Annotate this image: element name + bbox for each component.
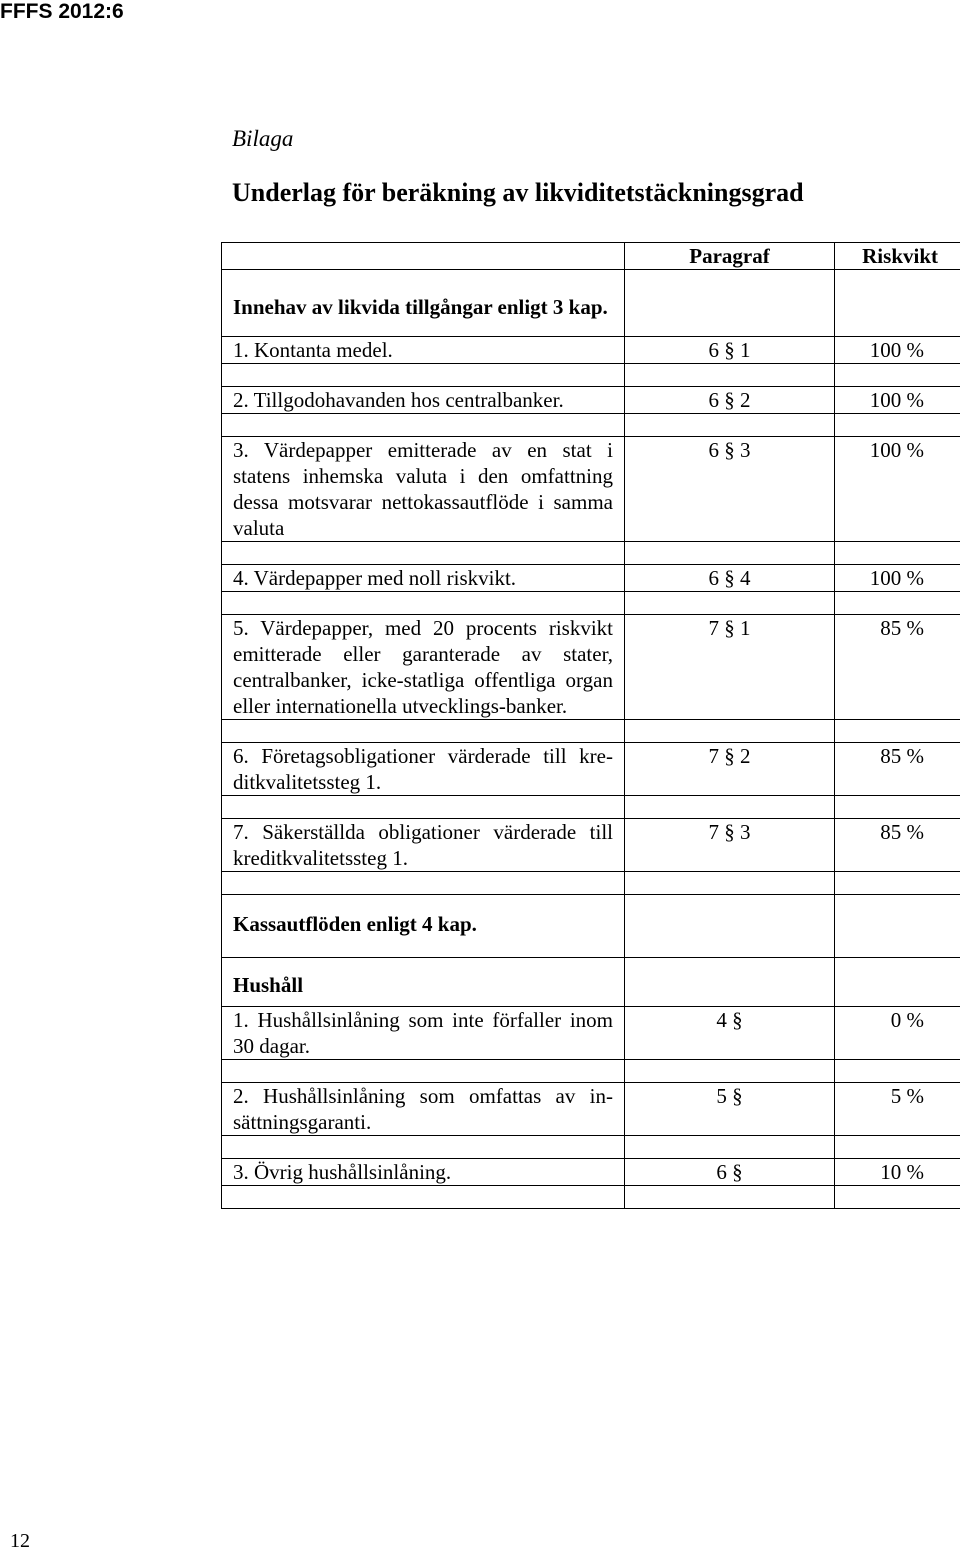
row-paragraf: 6 § 1 bbox=[625, 337, 835, 364]
row-riskvikt: 5 % bbox=[835, 1083, 960, 1136]
section-heading-outflows: Kassautflöden enligt 4 kap. bbox=[222, 895, 625, 958]
column-header-paragraf: Paragraf bbox=[625, 243, 835, 270]
appendix-label: Bilaga bbox=[232, 126, 294, 151]
table-header-row bbox=[222, 243, 960, 270]
row-paragraf: 4 § bbox=[625, 1007, 835, 1060]
table-row bbox=[222, 337, 960, 364]
row-riskvikt: 100 % bbox=[835, 437, 960, 542]
row-paragraf: 6 § 4 bbox=[625, 565, 835, 592]
row-paragraf: 6 § 2 bbox=[625, 387, 835, 414]
row-description: 5. Värdepapper, med 20 procents riskvikt emitterade eller garanterade av stater, centralbanker, icke-statliga offentliga organ eller internationella utvecklings-banker. bbox=[222, 615, 625, 720]
liquidity-table bbox=[221, 242, 960, 1209]
row-description: 3. Övrig hushållsinlåning. bbox=[222, 1159, 625, 1186]
row-description: 2. Tillgodohavanden hos centralbanker. bbox=[222, 387, 625, 414]
row-riskvikt: 85 % bbox=[835, 743, 960, 796]
table-row bbox=[222, 743, 960, 796]
row-riskvikt: 10 % bbox=[835, 1159, 960, 1186]
row-description: 4. Värdepapper med noll riskvikt. bbox=[222, 565, 625, 592]
row-paragraf: 7 § 1 bbox=[625, 615, 835, 720]
row-description: 6. Företagsobligationer värderade till kre-ditkvalitetssteg 1. bbox=[222, 743, 625, 796]
row-paragraf: 7 § 3 bbox=[625, 819, 835, 872]
table-row bbox=[222, 615, 960, 720]
row-paragraf: 7 § 2 bbox=[625, 743, 835, 796]
table-row bbox=[222, 1159, 960, 1186]
page-title: Underlag för beräkning av likviditetstäckningsgrad bbox=[232, 178, 804, 207]
subsection-heading-row bbox=[222, 958, 960, 1007]
column-header-riskvikt: Riskvikt bbox=[835, 243, 960, 270]
table-row bbox=[222, 437, 960, 542]
table-row bbox=[222, 565, 960, 592]
row-description: 3. Värdepapper emitterade av en stat i statens inhemska valuta i den omfattning dessa motsvarar nettokassautflöde i samma valuta bbox=[222, 437, 625, 542]
header-blank-cell bbox=[222, 243, 625, 270]
row-paragraf: 5 § bbox=[625, 1083, 835, 1136]
section-heading-row bbox=[222, 895, 960, 958]
table-row bbox=[222, 819, 960, 872]
subsection-heading-hushall: Hushåll bbox=[222, 958, 625, 1007]
row-description: 1. Kontanta medel. bbox=[222, 337, 625, 364]
table-row bbox=[222, 1083, 960, 1136]
row-riskvikt: 100 % bbox=[835, 387, 960, 414]
row-riskvikt: 100 % bbox=[835, 565, 960, 592]
section-heading-row bbox=[222, 270, 960, 337]
section-heading-assets: Innehav av likvida tillgångar enligt 3 kap. bbox=[222, 270, 625, 337]
document-code: FFFS 2012:6 bbox=[0, 0, 124, 23]
table-row bbox=[222, 387, 960, 414]
row-description: 7. Säkerställda obligationer värderade till kreditkvalitetssteg 1. bbox=[222, 819, 625, 872]
row-riskvikt: 85 % bbox=[835, 819, 960, 872]
row-description: 2. Hushållsinlåning som omfattas av in-sättningsgaranti. bbox=[222, 1083, 625, 1136]
row-riskvikt: 85 % bbox=[835, 615, 960, 720]
row-paragraf: 6 § bbox=[625, 1159, 835, 1186]
row-riskvikt: 100 % bbox=[835, 337, 960, 364]
row-paragraf: 6 § 3 bbox=[625, 437, 835, 542]
page-number: 12 bbox=[10, 1530, 30, 1552]
row-riskvikt: 0 % bbox=[835, 1007, 960, 1060]
table-row bbox=[222, 1007, 960, 1060]
row-description: 1. Hushållsinlåning som inte förfaller inom 30 dagar. bbox=[222, 1007, 625, 1060]
